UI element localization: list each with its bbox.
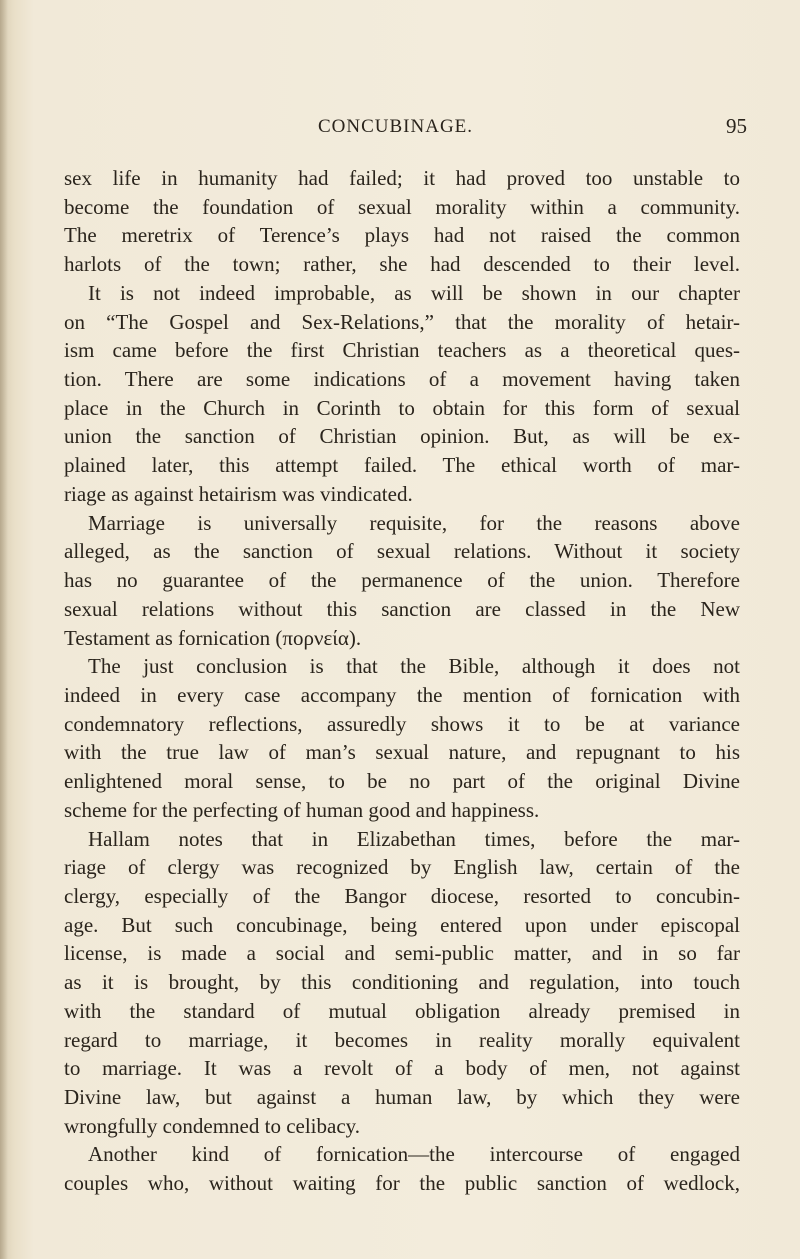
- text-line: wrongfully condemned to celibacy.: [64, 1113, 361, 1138]
- text-line: plained later, this attempt failed. The ethical worth of mar-: [64, 453, 740, 478]
- text-line: ism came before the first Christian teachers as a theoretical ques-: [64, 338, 740, 363]
- text-line: riage as against hetairism was vindicated.: [64, 481, 413, 506]
- text-line: age. But such concubinage, being entered upon under episcopal: [64, 912, 740, 937]
- text-line: tion. There are some indications of a movement having taken: [64, 367, 740, 392]
- text-line: sex life in humanity had failed; it had proved too unstable to: [64, 166, 740, 190]
- text-line: Marriage is universally requisite, for the reasons above: [88, 510, 740, 535]
- text-line: clergy, especially of the Bangor diocese, resorted to concubin-: [64, 883, 740, 908]
- text-line: to marriage. It was a revolt of a body of men, not against: [64, 1056, 740, 1081]
- text-line: Another kind of fornication—the intercourse of engaged: [88, 1142, 740, 1167]
- text-line: couples who, without waiting for the public sanction of wedlock,: [64, 1171, 740, 1196]
- text-line: The meretrix of Terence’s plays had not raised the common: [64, 223, 740, 248]
- text-line: with the standard of mutual obligation already premised in: [64, 998, 740, 1023]
- text-line: Divine law, but against a human law, by which they were: [64, 1085, 740, 1109]
- text-line: condemnatory reflections, assuredly shows it to be at variance: [64, 711, 740, 736]
- text-line: place in the Church in Corinth to obtain for this form of sexual: [64, 395, 740, 420]
- text-line: scheme for the perfecting of human good and happiness.: [64, 797, 540, 822]
- text-line: riage of clergy was recognized by English law, certain of the: [64, 855, 740, 880]
- text-line: with the true law of man’s sexual nature, and repugnant to his: [64, 740, 740, 765]
- page-number: 95: [726, 114, 747, 138]
- text-line: Testament as fornication (πορνεία).: [64, 625, 362, 650]
- text-line: has no guarantee of the permanence of the union. Therefore: [64, 568, 740, 593]
- text-line: indeed in every case accompany the mention of fornication with: [64, 682, 740, 707]
- text-line: harlots of the town; rather, she had descended to their level.: [64, 252, 740, 277]
- text-line: The just conclusion is that the Bible, although it does not: [88, 654, 740, 679]
- gutter-shadow: [0, 0, 8, 1259]
- text-line: enlightened moral sense, to be no part of the original Divine: [64, 769, 740, 794]
- text-line: sexual relations without this sanction are classed in the New: [64, 596, 740, 621]
- body-text: [64, 164, 740, 1198]
- text-line: alleged, as the sanction of sexual relations. Without it society: [64, 539, 740, 564]
- text-line: Hallam notes that in Elizabethan times, before the mar-: [88, 826, 740, 851]
- text-line: become the foundation of sexual morality within a community.: [64, 194, 740, 219]
- text-line: It is not indeed improbable, as will be shown in our chapter: [88, 280, 740, 305]
- text-line: union the sanction of Christian opinion. But, as will be ex-: [64, 424, 740, 449]
- text-line: license, is made a social and semi-public matter, and in so far: [64, 941, 740, 966]
- running-head: CONCUBINAGE.: [318, 116, 474, 137]
- text-line: as it is brought, by this conditioning and regulation, into touch: [64, 970, 740, 995]
- text-line: on “The Gospel and Sex-Relations,” that the morality of hetair-: [64, 309, 740, 334]
- page-header: [0, 116, 800, 146]
- text-line: regard to marriage, it becomes in reality morally equivalent: [64, 1027, 740, 1052]
